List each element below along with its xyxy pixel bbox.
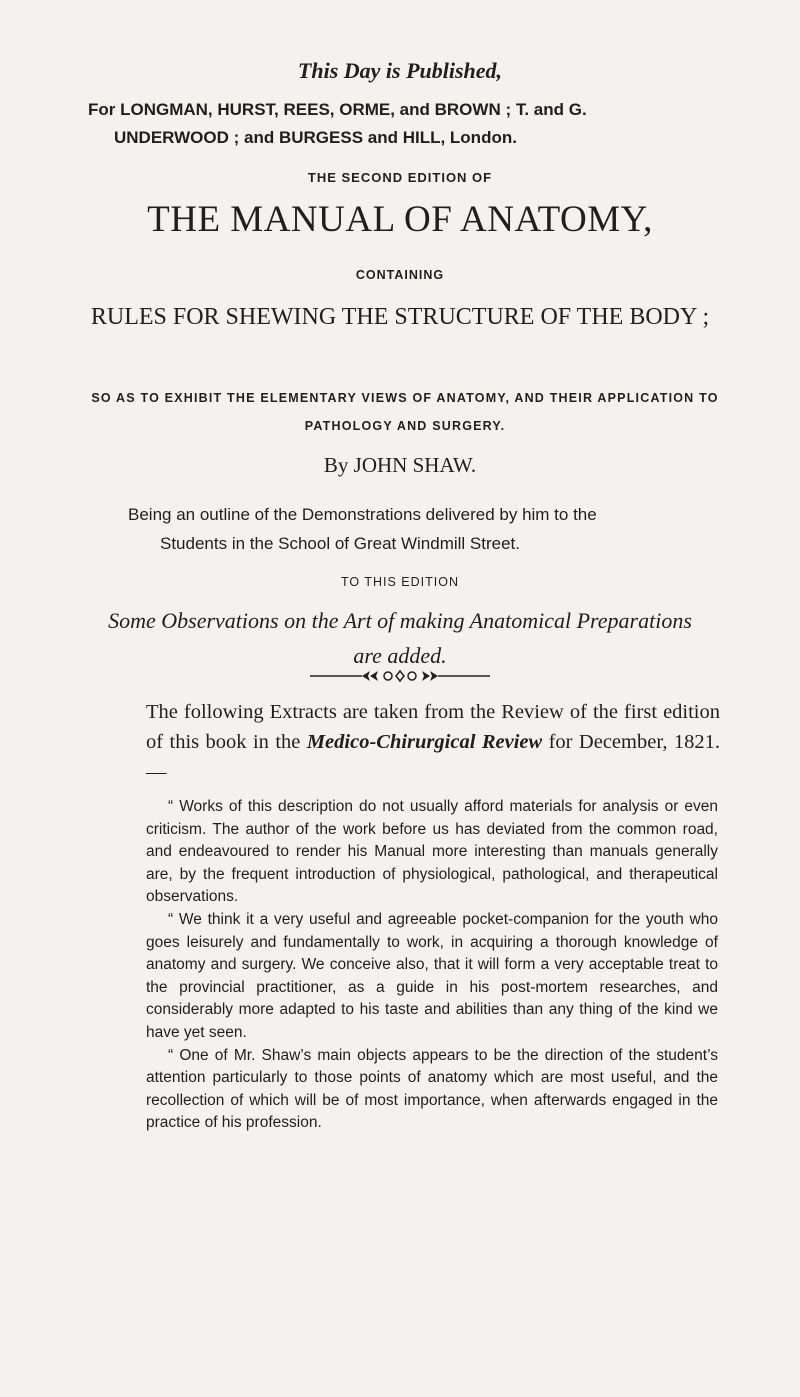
publishers-line-1: For LONGMAN, HURST, REES, ORME, and BROWN ; T. and G. xyxy=(88,100,587,119)
containing-line: CONTAINING xyxy=(355,268,445,282)
book-title: THE MANUAL OF ANATOMY, xyxy=(147,199,653,240)
publishers-line-2: UNDERWOOD ; and BURGESS and HILL, London. xyxy=(114,128,517,147)
quote-paragraph: “ We think it a very useful and agreeable pocket-companion for the youth who goes leisurely and fundamentally to work, in acquiring a thorough knowledge of anatomy and surgery. We conceive also, that it will form a very acceptable treat to the provincial practitioner, as a guide in his post-mortem researches, and considerably more adapted to his taste and abilities than any thing of the kind we have yet seen. xyxy=(146,910,718,1041)
to-this-edition: TO THIS EDITION xyxy=(340,575,460,589)
rules-heading: RULES FOR SHEWING THE STRUCTURE OF THE BODY ; xyxy=(90,304,710,330)
observations-note: Some Observations on the Art of making Anatomical Preparations are added. xyxy=(108,608,692,668)
published-notice: This Day is Published, xyxy=(297,58,503,83)
description-line-1: Being an outline of the Demonstrations delivered by him to the xyxy=(128,505,597,524)
ornament-divider xyxy=(0,666,800,686)
review-intro-date: for December, 1821.— xyxy=(146,731,721,783)
ornament-icon xyxy=(300,666,500,686)
edition-line: THE SECOND EDITION OF xyxy=(307,170,493,185)
publishers xyxy=(88,96,740,152)
journal-name: Medico-Chirurgical Review xyxy=(306,731,543,753)
subtitle: SO AS TO EXHIBIT THE ELEMENTARY VIEWS OF ANATOMY, AND THEIR APPLICATION TO PATHOLOGY AND SURGERY. xyxy=(91,391,719,433)
author-line: By JOHN SHAW. xyxy=(323,453,477,477)
description-line-2: Students in the School of Great Windmill Street. xyxy=(160,534,521,553)
quote-paragraph: “ Works of this description do not usually afford materials for analysis or even criticism. The author of the work before us has deviated from the common road, and endeavoured to render his Manual more interesting than manuals generally are, by the frequent introduction of physiological, pathological, and therapeutical observations. xyxy=(146,798,718,906)
review-quotes xyxy=(146,796,718,1135)
description xyxy=(128,500,720,558)
review-intro-text: The following Extracts are taken from the Review of the first edition of this book in the xyxy=(146,701,720,753)
review-intro xyxy=(146,697,720,787)
quote-paragraph: “ One of Mr. Shaw’s main objects appears to be the direction of the student’s attention particularly to those points of anatomy which are most useful, and the recollection of which will be of most importance, when afterwards engaged in the practice of his profession. xyxy=(146,1046,718,1132)
